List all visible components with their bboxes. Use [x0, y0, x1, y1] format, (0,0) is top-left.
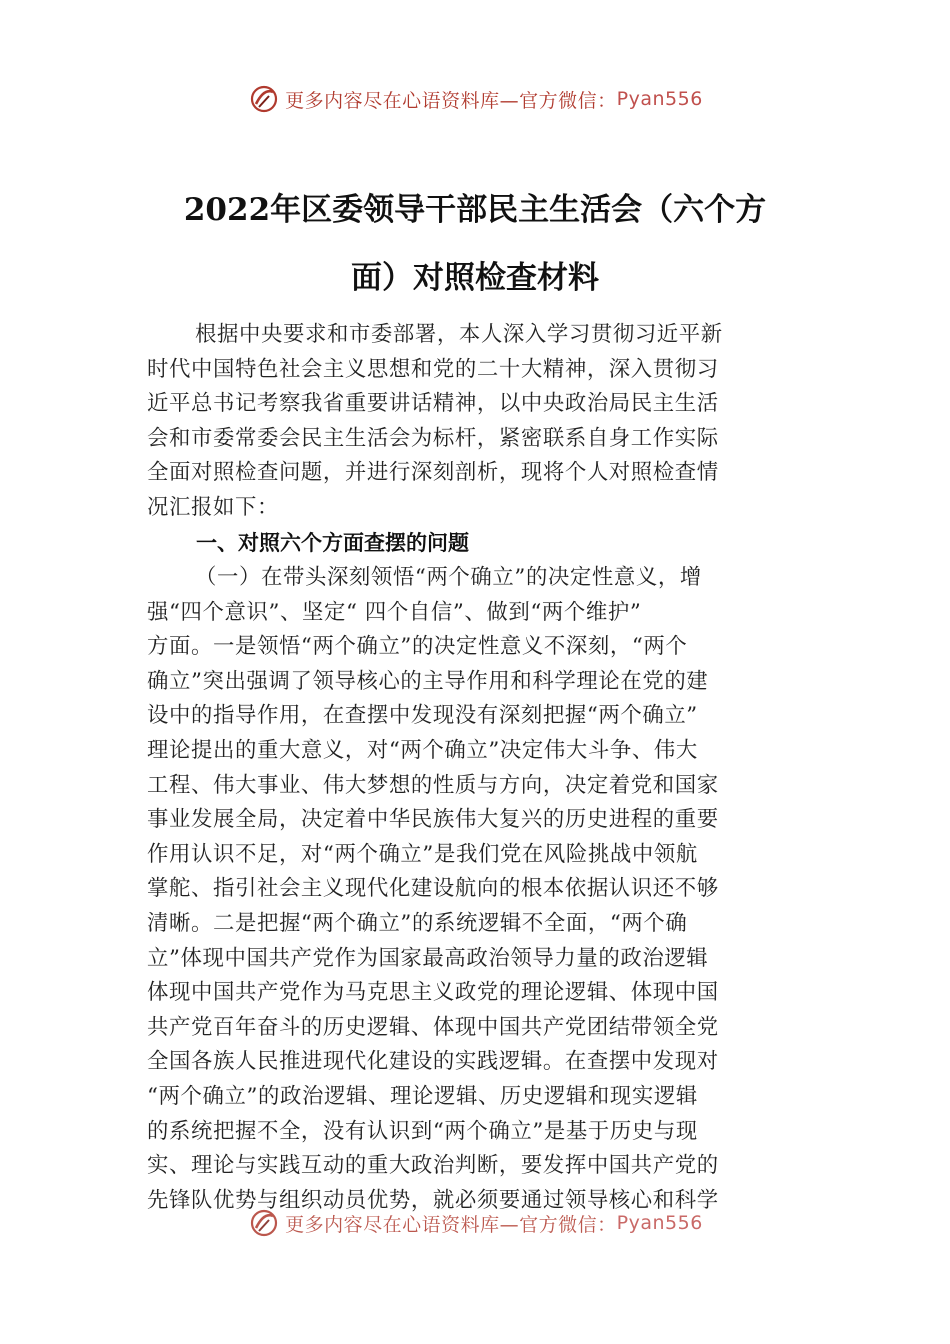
intro-line: 时代中国特色社会主义思想和党的二十大精神，深入贯彻习	[147, 356, 719, 382]
body-line: “两个确立”的政治逻辑、理论逻辑、历史逻辑和现实逻辑	[147, 1083, 698, 1109]
intro-paragraph	[147, 318, 807, 526]
body-line: 的系统把握不全，没有认识到“两个确立”是基于历史与现	[147, 1118, 698, 1144]
document-title-line-2: 面）对照检查材料	[351, 260, 599, 296]
header-banner-text: 更多内容尽在心语资料库—官方微信：	[285, 89, 617, 112]
body-line: 作用认识不足，对“两个确立”是我们党在风险挑战中领航	[147, 841, 698, 867]
footer-banner-text: 更多内容尽在心语资料库—官方微信：	[285, 1213, 617, 1236]
header-banner	[0, 82, 950, 116]
body-line: 事业发展全局，决定着中华民族伟大复兴的历史进程的重要	[147, 807, 719, 833]
body-line: 设中的指导作用，在查摆中发现没有深刻把握“两个确立”	[147, 703, 698, 729]
body-line: 先锋队优势与组织动员优势，就必须要通过领导核心和科学	[147, 1187, 719, 1213]
header-banner-wechat: Pyan556	[616, 88, 703, 110]
footer-banner	[0, 1206, 950, 1240]
document-title-line-1: 2022年区委领导干部民主生活会（六个方	[183, 192, 767, 228]
intro-line: 全面对照检查问题，并进行深刻剖析，现将个人对照检查情	[147, 460, 719, 486]
body-line: 实、理论与实践互动的重大政治判断，要发挥中国共产党的	[147, 1153, 719, 1179]
body-line: 方面。一是领悟“两个确立”的决定性意义不深刻，“两个	[147, 634, 688, 660]
body-line: 理论提出的重大意义，对“两个确立”决定伟大斗争、伟大	[147, 737, 698, 763]
section-heading: 一、对照六个方面查摆的问题	[196, 531, 469, 555]
intro-line: 近平总书记考察我省重要讲话精神，以中央政治局民主生活	[147, 391, 719, 417]
body-line: 工程、伟大事业、伟大梦想的性质与方向，决定着党和国家	[147, 772, 719, 798]
body-line: 强“四个意识”、坚定“ 四个自信”、做到“两个维护”	[147, 599, 642, 625]
body-line: （一）在带头深刻领悟“两个确立”的决定性意义，增	[195, 565, 702, 590]
body-line: 掌舵、指引社会主义现代化建设航向的根本依据认识还不够	[147, 876, 719, 902]
red-seal-logo-icon	[247, 82, 281, 116]
body-line: 立”体现中国共产党作为国家最高政治领导力量的政治逻辑	[147, 945, 709, 971]
body-line: 全国各族人民推进现代化建设的实践逻辑。在查摆中发现对	[147, 1049, 719, 1075]
intro-line: 况汇报如下：	[147, 494, 279, 520]
intro-line: 会和市委常委会民主生活会为标杆，紧密联系自身工作实际	[147, 425, 719, 451]
body-line: 共产党百年奋斗的历史逻辑、体现中国共产党团结带领全党	[147, 1014, 719, 1040]
body-line: 确立”突出强调了领导核心的主导作用和科学理论在党的建	[147, 668, 709, 694]
body-line: 清晰。二是把握“两个确立”的系统逻辑不全面，“两个确	[147, 910, 688, 936]
footer-banner-wechat: Pyan556	[616, 1212, 703, 1234]
intro-line: 根据中央要求和市委部署，本人深入学习贯彻习近平新	[195, 322, 723, 347]
red-seal-logo-icon	[247, 1206, 281, 1240]
body-paragraph	[147, 561, 807, 1218]
body-line: 体现中国共产党作为马克思主义政党的理论逻辑、体现中国	[147, 980, 719, 1006]
